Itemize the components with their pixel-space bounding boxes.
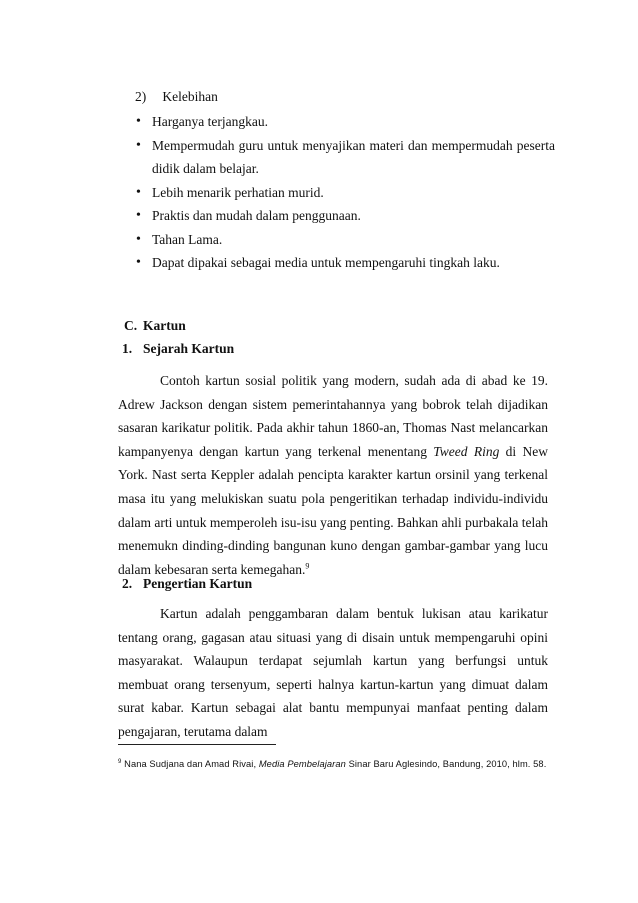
definition-paragraph [118,602,548,744]
definition-number: 2. [122,576,133,591]
history-paragraph [118,369,548,581]
section-heading [124,318,186,334]
definition-title: Pengertian Kartun [143,576,253,591]
list-item [135,181,555,205]
list-item-text: Mempermudah guru untuk menyajikan materi dan mempermudah peserta didik dalam belajar. [152,137,555,176]
section-letter: C. [124,318,138,333]
history-title: Sejarah Kartun [143,341,235,356]
subsection-heading [135,89,218,105]
subsection-number: 2) [135,89,147,104]
footnote-author: Nana Sudjana dan Amad Rivai, [124,759,259,769]
definition-text: Kartun adalah penggambaran dalam bentuk lukisan atau karikatur tentang orang, gagasan atau situasi yang di disain untuk mempengaruhi opini masyarakat. Walaupun terdapat sejumlah kartun yang berfungsi untuk membuat orang tersenyum, seperti halnya kartun-kartun yang dimuat dalam surat kabar. Kartun sebagai alat bantu mempunyai manfaat penting dalam pengajaran, terutama dalam [118,606,548,739]
footnote [118,757,548,772]
list-item-text: Tahan Lama. [152,231,223,247]
history-text-b: di New York. Nast serta Keppler adalah pencipta karakter kartun orsinil yang terkenal masa itu yang melukiskan suatu pola pengeritikan terhadap individu-individu dalam arti untuk memperoleh isu-isu yang penting. Bahkan ahli purbakala telah menemukn dinding-dinding bangunan kuno dengan gambar-gambar yang lucu dalam kebesaran serta kemegahan. [118,443,549,577]
history-text-a: Contoh kartun sosial politik yang modern, sudah ada di abad ke 19. Adrew Jackson dengan sistem pemerintahannya yang bobrok telah dijadikan sasaran karikatur politik. Pada akhir tahun 1860-an, Thomas Nast melancarkan kampanyenya dengan kartun yang terkenal menentang [118,373,548,459]
history-heading [122,341,234,357]
list-item-text: Harganya terjangkau. [152,114,268,129]
history-italic: Tweed Ring [433,443,500,459]
list-item-text: Lebih menarik perhatian murid. [152,184,324,200]
footnote-separator [118,744,276,745]
list-item [135,110,555,134]
section-title: Kartun [143,318,186,333]
history-number: 1. [122,341,133,356]
list-item [135,204,555,228]
definition-heading [122,576,252,592]
list-item [135,251,555,275]
list-item-text: Dapat dipakai sebagai media untuk mempengaruhi tingkah laku. [152,255,500,270]
list-item [135,134,555,181]
footnote-number: 9 [118,758,122,765]
footnote-book-title: Media Pembelajaran [258,759,346,769]
footnote-ref: 9 [305,561,310,571]
advantages-list [135,110,555,275]
subsection-title: Kelebihan [162,89,218,104]
list-item [135,228,555,252]
list-item-text: Praktis dan mudah dalam penggunaan. [152,208,361,223]
footnote-publisher: Sinar Baru Aglesindo, Bandung, 2010, hlm. 58. [345,759,547,769]
